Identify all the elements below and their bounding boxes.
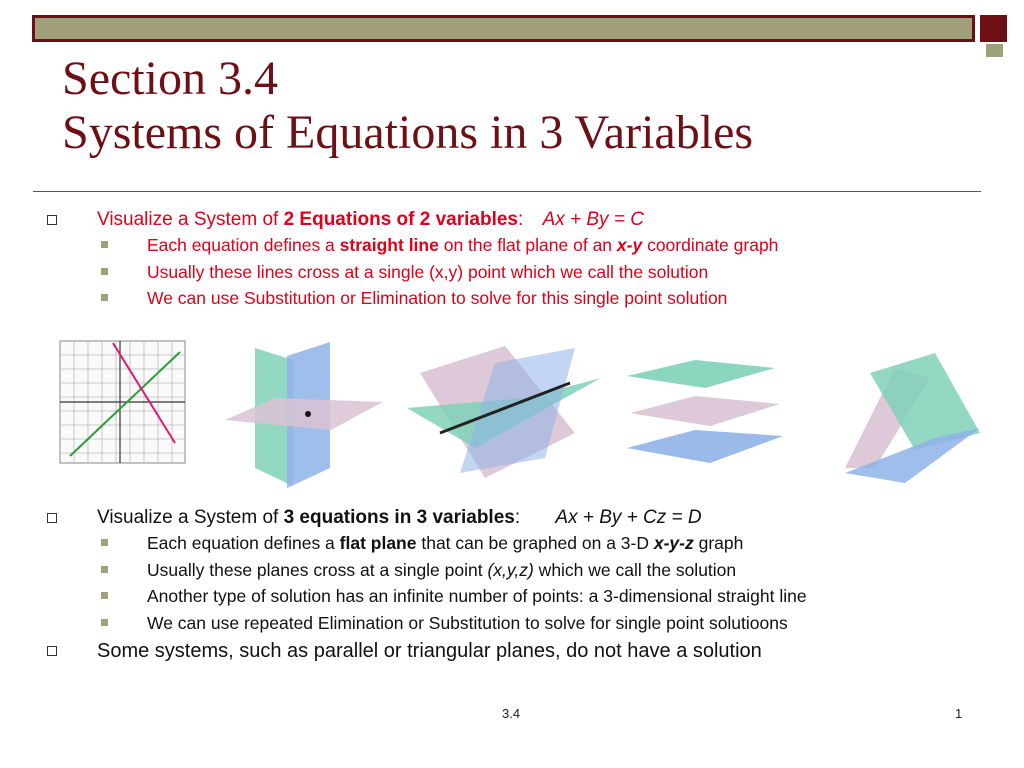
illustrations-row <box>55 338 985 498</box>
square-bullet-icon <box>101 294 108 301</box>
text-prefix: Visualize a System of <box>97 507 284 528</box>
title-divider <box>33 191 981 192</box>
title-line-2: Systems of Equations in 3 Variables <box>62 106 754 159</box>
planes-single-point-image <box>225 342 383 488</box>
hollow-square-bullet-icon <box>47 513 57 523</box>
parallel-planes-image <box>627 360 783 463</box>
text: graph <box>693 533 744 553</box>
text-bold: 2 Equations of 2 variables <box>283 209 518 230</box>
title-line-1: Section 3.4 <box>62 52 278 105</box>
text-bold: straight line <box>339 235 439 255</box>
text-bold: flat plane <box>339 533 417 553</box>
planes-line-intersection-image <box>407 346 601 478</box>
hollow-square-bullet-icon <box>47 215 57 225</box>
formula-2d: Ax + By = C <box>542 209 644 230</box>
sub-bullet-line-solution <box>0 583 1024 610</box>
text: We can use Substitution or Elimination to solve for this single point solution <box>147 288 728 308</box>
square-bullet-icon <box>101 566 108 573</box>
text: Each equation defines a <box>147 533 340 553</box>
text-italic: (x,y,z) <box>487 559 534 580</box>
sub-bullet-methods <box>0 610 1024 637</box>
sub-bullet-plane <box>0 530 1024 557</box>
sub-bullet-methods <box>0 285 1024 312</box>
text: which we call the solution <box>533 559 737 580</box>
triangular-planes-image <box>845 353 980 483</box>
text-colon: : <box>514 507 521 528</box>
bullet-2d-systems <box>0 207 1024 232</box>
bullet-block-2d <box>0 207 1024 312</box>
slide-title <box>62 52 753 160</box>
slide-number: 1 <box>955 706 963 721</box>
square-bullet-icon <box>101 619 108 626</box>
text-bold-italic: x-y-z <box>653 533 694 553</box>
sub-bullet-point-solution <box>0 557 1024 584</box>
corner-small-block-decoration <box>986 44 1003 57</box>
square-bullet-icon <box>101 268 108 275</box>
text-colon: : <box>518 209 524 230</box>
text: Usually these planes cross at a single point <box>147 559 488 580</box>
bullet-block-3d <box>0 505 1024 666</box>
title-bar-decoration <box>32 15 975 42</box>
text: Usually these lines cross at a single (x,y) point which we call the solution <box>147 261 709 282</box>
sub-bullet-line <box>0 232 1024 259</box>
text: Another type of solution has an infinite number of points: a 3-dimensional straight line <box>147 586 807 606</box>
bullet-3d-systems <box>0 505 1024 530</box>
text: Each equation defines a <box>147 235 340 255</box>
two-line-graph-image <box>60 341 185 463</box>
corner-block-decoration <box>980 15 1007 42</box>
text: coordinate graph <box>642 235 779 255</box>
text: on the flat plane of an <box>438 235 617 255</box>
text-bold: 3 equations in 3 variables <box>283 507 515 528</box>
text-prefix: Visualize a System of <box>97 209 284 230</box>
square-bullet-icon <box>101 241 108 248</box>
square-bullet-icon <box>101 592 108 599</box>
sub-bullet-solution <box>0 259 1024 286</box>
text: that can be graphed on a 3-D <box>416 533 654 553</box>
text-bold-italic: x-y <box>616 235 643 255</box>
footer-section-label: 3.4 <box>502 706 521 721</box>
hollow-square-bullet-icon <box>47 646 57 656</box>
text: Some systems, such as parallel or triangular planes, do not have a solution <box>97 640 762 662</box>
square-bullet-icon <box>101 539 108 546</box>
text: We can use repeated Elimination or Substitution to solve for single point solutioons <box>147 612 788 633</box>
formula-3d: Ax + By + Cz = D <box>555 507 702 528</box>
bullet-no-solution <box>0 636 1024 666</box>
